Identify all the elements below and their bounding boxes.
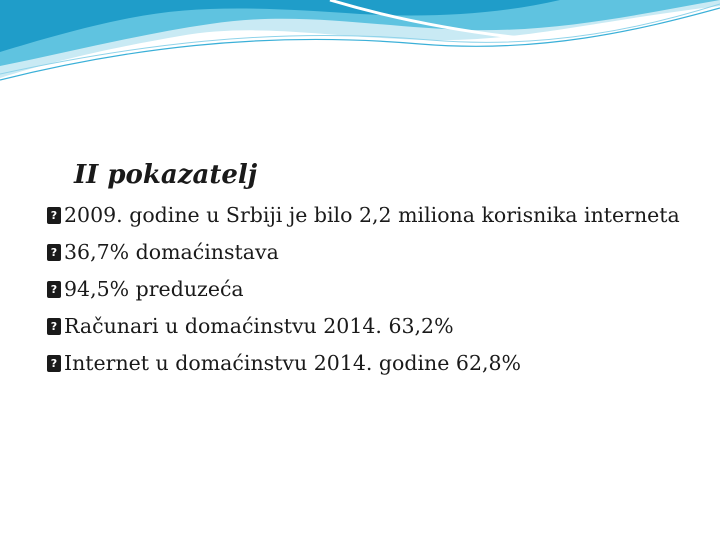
bullet-list — [47, 200, 687, 385]
bullet-marker-icon: ? — [47, 318, 61, 335]
list-item-text: 36,7% domaćinstava — [64, 240, 279, 264]
list-item — [47, 237, 687, 267]
bullet-marker-icon: ? — [47, 281, 61, 298]
bullet-marker-icon: ? — [47, 355, 61, 372]
list-item — [47, 311, 687, 341]
list-item-text: Internet u domaćinstvu 2014. godine 62,8% — [64, 351, 522, 375]
list-item-text: 2009. godine u Srbiji je bilo 2,2 miliona korisnika interneta — [64, 203, 680, 227]
header-wave-decoration — [0, 0, 720, 90]
list-item-text: 94,5% preduzeća — [64, 277, 244, 301]
list-item-text: Računari u domaćinstvu 2014. 63,2% — [64, 314, 454, 338]
bullet-marker-icon: ? — [47, 244, 61, 261]
list-item — [47, 200, 687, 230]
list-item — [47, 274, 687, 304]
slide-title: II pokazatelj — [74, 160, 258, 190]
bullet-marker-icon: ? — [47, 207, 61, 224]
list-item — [47, 348, 687, 378]
